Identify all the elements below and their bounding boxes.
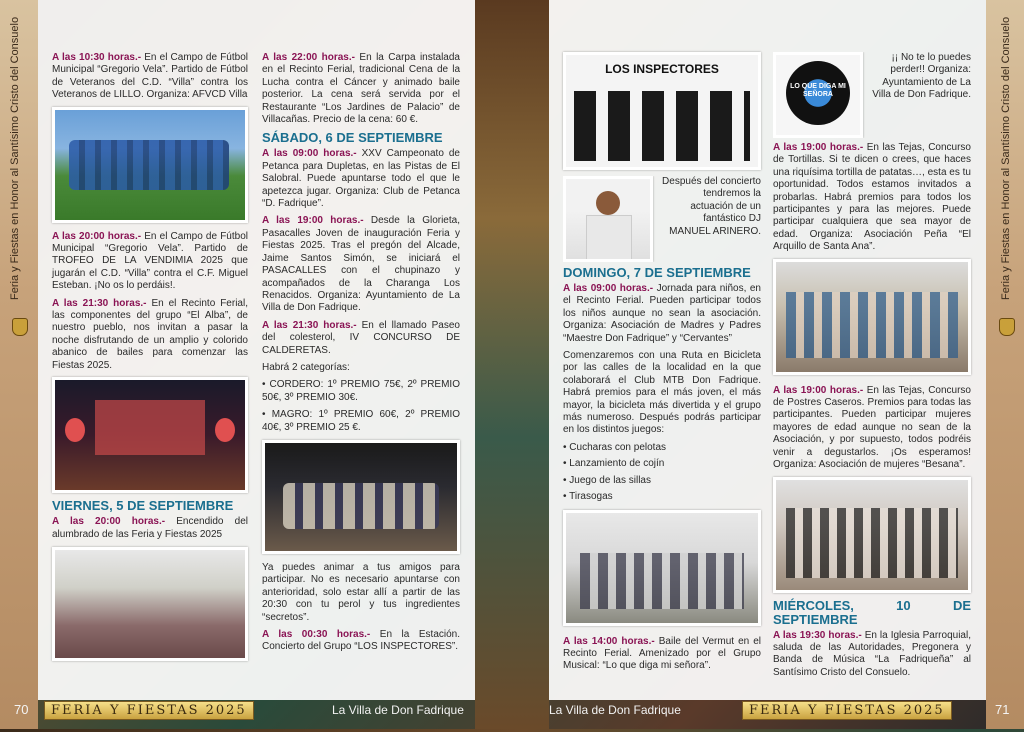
event-paragraph: A las 19:00 horas.- En las Tejas, Concurso de Postres Caseros. Premios para todas las participantes. Pueden participar mujeres mayores de edad aunque no sean de la Asociación, y por supuesto, todos podréis venir a degustarlos. ¡Os esperamos! Organiza: Asociación de mujeres “Besana”. (773, 384, 971, 471)
event-paragraph: A las 09:00 horas.- XXV Campeonato de Petanca para Dupletas, en las Pistas de El Salobral. Puede apuntarse todo el que le apetezca jugar. Organiza: Club de Petanca “D. Fadrique”. (262, 148, 460, 210)
category-magro: • MAGRO: 1º PREMIO 60€, 2º PREMIO 40€, 3º PREMIO 25 €. (262, 409, 460, 433)
page-gutter (475, 0, 549, 729)
day-heading: VIERNES, 5 DE SEPTIEMBRE (52, 498, 234, 514)
event-paragraph: A las 19:00 horas.- En las Tejas, Concurso de Tortillas. Si te dicen o crees, que haces una riquísima tortilla de patatas…, esta es tu oportunidad. Todos estamos invitados a probarlas. Habrá premios para todos los participantes y para las mejores. Puede participar cualquiera que sea mayor de edad. Organiza: Asociación Peña “El Arquillo de Santa Ana”. (773, 142, 971, 253)
event-paragraph: A las 22:00 horas.- En la Carpa instalada en el Recinto Ferial, tradicional Cena de la Lucha contra el Cáncer y animado baile posterior. La cena será servida por el Restaurante “Los Jardines de Palacio” de Villacañas. Precio de la cena: 60 €. (262, 52, 460, 126)
event-paragraph: A las 20:00 horas.- Encendido del alumbrado de las Feria y Fiestas 2025 (52, 516, 248, 540)
page-number-left: 70 (14, 702, 29, 717)
dinner-tent-photo (52, 547, 248, 661)
event-paragraph: A las 19:00 horas.- Desde la Glorieta, Pasacalles Joven de inauguración Feria y Fiestas 2025. Tras el pregón del Alcade, Jaime Santos Simón, se iniciará el PASACALLES con el chupinazo y acompañados de la Charanga Los Renacidos. Organiza: Ayuntamiento de La Villa de Don Fadrique. (262, 215, 460, 314)
town-crest-icon (999, 318, 1015, 336)
event-paragraph: A las 09:00 horas.- Jornada para niños, en el Recinto Ferial. Pueden participar todos los niños aunque no sean la asociación. Organiza: Asociación de Madres y Padres “Maestre Don Fadrique” y “Cervantes” (563, 283, 761, 344)
right-column-2 (773, 52, 971, 684)
intro-paragraph: ¡¡ No te lo puedes perder!! Organiza: Ayuntamiento de La Villa de Don Fadrique. (872, 52, 971, 101)
day-heading: DOMINGO, 7 DE SEPTIEMBRE (563, 265, 751, 280)
category-cordero: • CORDERO: 1º PREMIO 75€, 2º PREMIO 50€, 3º PREMIO 30€. (262, 379, 460, 403)
list-item: • Cucharas con pelotas (563, 441, 667, 453)
games-list (563, 442, 761, 504)
brand-logo-right: FERIA Y FIESTAS 2025 (742, 701, 952, 720)
footer-town-left: La Villa de Don Fadrique (332, 703, 464, 717)
event-paragraph: A las 21:30 horas.- En el Recinto Ferial, las componentes del grupo “El Alba”, de nuestro pueblo, nos invitan a pasar la noche disfrutando de un amplio y colorido abanico de bailes para comenzar las Fiestas 2025. (52, 297, 248, 371)
left-column-1 (52, 52, 248, 661)
left-column-2 (262, 52, 460, 659)
left-side-title: Feria y Fiestas en Honor al Santísimo Cristo del Consuelo (9, 16, 21, 300)
page-number-right: 71 (995, 702, 1010, 717)
list-item: • Tirasogas (563, 491, 613, 503)
day-heading: SÁBADO, 6 DE SEPTIEMBRE (262, 130, 443, 146)
ride-group-photo (563, 510, 761, 626)
event-paragraph: A las 14:00 horas.- Baile del Vermut en el Recinto Ferial. Amenizado por el Grupo Musical: “Lo que diga mi señora”. (563, 635, 761, 672)
band-logo-text: LOS INSPECTORES (605, 62, 719, 76)
record-logo (773, 52, 863, 138)
los-inspectores-band-photo (563, 52, 761, 170)
calderetas-group-photo (262, 440, 460, 554)
event-paragraph: A las 00:30 horas.- En la Estación. Concierto del Grupo “LOS INSPECTORES”. (262, 629, 460, 653)
event-paragraph: Comenzaremos con una Ruta en Bicicleta por las calles de la localidad en la que colaborará el Club MTB Don Fadrique. Habrá premios para el más joven, el más mayor, la bicicleta más divertida y el grupo más numeroso. Después podrás participar en los distintos juegos: (563, 350, 761, 436)
el-alba-dance-photo (52, 377, 248, 493)
list-item: • Lanzamiento de cojín (563, 458, 665, 470)
record-logo-text: LO QUE DIGA MI SEÑORA (790, 83, 846, 98)
event-paragraph: A las 20:00 horas.- En el Campo de Fútbol Municipal “Gregorio Vela”. Partido de TROFEO DE LA VENDIMIA 2025 que jugarán el C.D. “Villa” contra el C.F. Miguel Esteban. ¡No os lo perdáis!. (52, 230, 248, 292)
veterans-team-photo (52, 107, 248, 223)
postres-group-photo (773, 477, 971, 593)
right-column-1 (563, 52, 761, 678)
list-item: • Juego de las sillas (563, 474, 651, 486)
footer-town-right: La Villa de Don Fadrique (549, 703, 681, 717)
event-paragraph: A las 10:30 horas.- En el Campo de Fútbol Municipal “Gregorio Vela”. Partido de Fútbol de Veteranos del C.D. “Villa” contra los Veteranos de LILLO. Organiza: AFVCD Villa (52, 52, 248, 101)
dj-manuel-photo (563, 176, 653, 262)
brand-logo-left: FERIA Y FIESTAS 2025 (44, 701, 254, 720)
categories-intro: Habrá 2 categorías: (262, 361, 350, 373)
event-paragraph: Ya puedes animar a tus amigos para participar. No es necesario apuntarse con anterioridad, solo estar allí a partir de las 20:30 con tu perol y tus ingredientes “secretos”. (262, 561, 460, 623)
right-side-title: Feria y Fiestas en Honor al Santísimo Cristo del Consuelo (1000, 16, 1012, 300)
event-paragraph: A las 21:30 horas.- En el llamado Paseo del colesterol, IV CONCURSO DE CALDERETAS. (262, 319, 460, 356)
tortillas-group-photo (773, 259, 971, 375)
event-paragraph: A las 19:30 horas.- En la Iglesia Parroquial, saluda de las Autoridades, Pregonera y Banda de Música “La Fadriqueña” al Santísimo Cristo del Consuelo. (773, 629, 971, 678)
day-heading: MIÉRCOLES, 10 DE SEPTIEMBRE (773, 597, 971, 627)
town-crest-icon (12, 318, 28, 336)
dj-paragraph: Después del concierto tendremos la actuación de un fantástico DJ MANUEL ARINERO. (662, 176, 761, 237)
